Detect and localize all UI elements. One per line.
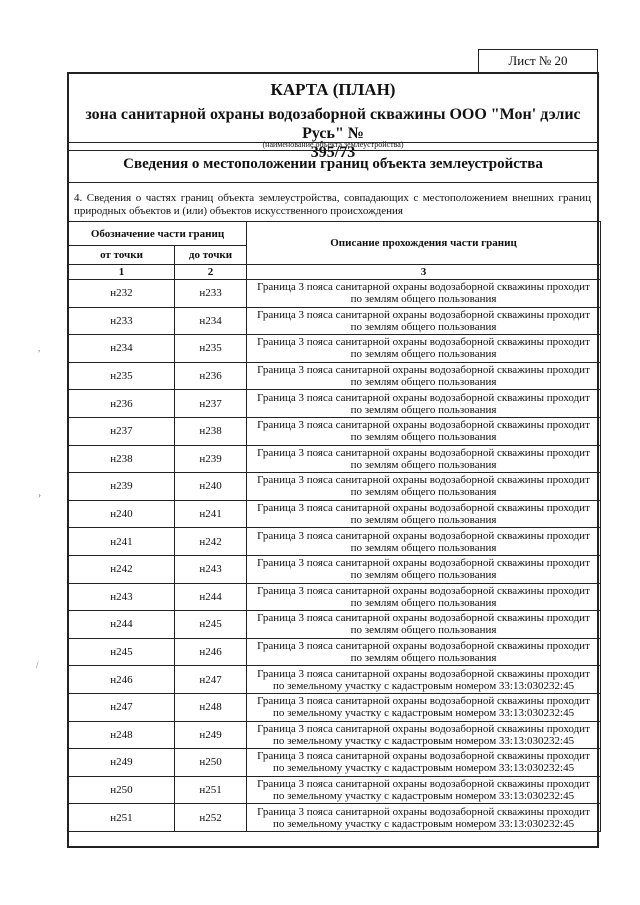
from-point: н250 [69, 776, 175, 804]
boundary-description [247, 362, 601, 390]
boundary-description [247, 749, 601, 777]
section-title: Сведения о местоположении границ объекта землеустройства [123, 156, 543, 172]
to-point: н249 [175, 721, 247, 749]
object-caption: (наименование объекта землеустройства) [262, 140, 404, 149]
description-line-1: Граница 3 пояса санитарной охраны водозаборной скважины проходит [257, 502, 590, 515]
to-point: н244 [175, 583, 247, 611]
table-row [69, 307, 601, 335]
table-row [69, 776, 601, 804]
description-line-1: Граница 3 пояса санитарной охраны водозаборной скважины проходит [257, 446, 590, 459]
boundary-description [247, 445, 601, 473]
column-number: 2 [175, 265, 247, 280]
header-from: от точки [69, 246, 175, 265]
from-point: н243 [69, 583, 175, 611]
description-line-2: по землям общего пользования [350, 486, 497, 499]
boundary-description [247, 638, 601, 666]
description-line-2: по землям общего пользования [350, 458, 497, 471]
from-point: н236 [69, 390, 175, 418]
divider [69, 182, 597, 183]
description-line-1: Граница 3 пояса санитарной охраны водозаборной скважины проходит [257, 364, 590, 377]
boundary-description [247, 280, 601, 308]
from-point: н235 [69, 362, 175, 390]
to-point: н241 [175, 500, 247, 528]
description-line-2: по землям общего пользования [350, 514, 497, 527]
table-row [69, 611, 601, 639]
column-number: 3 [247, 265, 601, 280]
to-point: н247 [175, 666, 247, 694]
description-line-1: Граница 3 пояса санитарной охраны водозаборной скважины проходит [257, 640, 590, 653]
from-point: н246 [69, 666, 175, 694]
boundary-table [68, 221, 601, 832]
to-point: н252 [175, 804, 247, 832]
from-point: н247 [69, 693, 175, 721]
to-point: н250 [175, 749, 247, 777]
from-point: н241 [69, 528, 175, 556]
from-point: н240 [69, 500, 175, 528]
boundary-description [247, 473, 601, 501]
to-point: н245 [175, 611, 247, 639]
table-row [69, 528, 601, 556]
description-line-2: по земельному участку с кадастровым номером 33:13:030232:45 [272, 789, 575, 802]
table-row [69, 390, 601, 418]
scan-mark: , [38, 343, 41, 353]
sheet-number [478, 49, 598, 73]
table-row [69, 445, 601, 473]
table-row [69, 335, 601, 363]
description-line-2: по землям общего пользования [350, 431, 497, 444]
description-line-2: по земельному участку с кадастровым номером 33:13:030232:45 [272, 817, 575, 830]
document-title: КАРТА (ПЛАН) [270, 80, 396, 99]
description-line-2: по землям общего пользования [350, 569, 497, 582]
from-point: н237 [69, 417, 175, 445]
table-row [69, 638, 601, 666]
table-row [69, 555, 601, 583]
from-point: н242 [69, 555, 175, 583]
to-point: н239 [175, 445, 247, 473]
from-point: н251 [69, 804, 175, 832]
description-line-1: Граница 3 пояса санитарной охраны водозаборной скважины проходит [257, 529, 590, 542]
table-row [69, 749, 601, 777]
description-line-2: по землям общего пользования [350, 320, 497, 333]
description-line-2: по землям общего пользования [350, 348, 497, 361]
to-point: н233 [175, 280, 247, 308]
description-line-2: по землям общего пользования [350, 541, 497, 554]
description-line-1: Граница 3 пояса санитарной охраны водозаборной скважины проходит [257, 557, 590, 570]
from-point: н239 [69, 473, 175, 501]
description-line-2: по землям общего пользования [350, 596, 497, 609]
from-point: н249 [69, 749, 175, 777]
boundary-description [247, 500, 601, 528]
header-description: Описание прохождения части границ [247, 222, 601, 265]
boundary-description [247, 417, 601, 445]
table-row [69, 693, 601, 721]
table-row [69, 583, 601, 611]
to-point: н240 [175, 473, 247, 501]
table-row [69, 280, 601, 308]
from-point: н244 [69, 611, 175, 639]
description-line-1: Граница 3 пояса санитарной охраны водозаборной скважины проходит [257, 777, 590, 790]
boundary-description [247, 307, 601, 335]
description-line-1: Граница 3 пояса санитарной охраны водозаборной скважины проходит [257, 722, 590, 735]
boundary-description [247, 390, 601, 418]
scan-mark: › [38, 490, 41, 500]
description-line-2: по землям общего пользования [350, 624, 497, 637]
header-group: Обозначение части границ [69, 222, 247, 246]
from-point: н234 [69, 335, 175, 363]
to-point: н238 [175, 417, 247, 445]
boundary-description [247, 666, 601, 694]
description-line-1: Граница 3 пояса санитарной охраны водозаборной скважины проходит [257, 474, 590, 487]
to-point: н235 [175, 335, 247, 363]
from-point: н238 [69, 445, 175, 473]
table-body [69, 280, 601, 832]
to-point: н236 [175, 362, 247, 390]
description-line-1: Граница 3 пояса санитарной охраны водозаборной скважины проходит [257, 281, 590, 294]
from-point: н245 [69, 638, 175, 666]
description-line-2: по землям общего пользования [350, 403, 497, 416]
description-line-1: Граница 3 пояса санитарной охраны водозаборной скважины проходит [257, 667, 590, 680]
description-line-2: по земельному участку с кадастровым номером 33:13:030232:45 [272, 734, 575, 747]
column-number: 1 [69, 265, 175, 280]
boundary-description [247, 721, 601, 749]
from-point: н233 [69, 307, 175, 335]
boundary-description [247, 583, 601, 611]
intro-text: 4. Сведения о частях границ объекта землеустройства, совпадающих с местоположением внешних границ природных объектов и (или) объектов искусственного происхождения [74, 192, 591, 217]
table-row [69, 473, 601, 501]
subtitle-line-1: зона санитарной охраны водозаборной скважины ООО "Мон' дэлис Русь" № [85, 106, 581, 142]
to-point: н251 [175, 776, 247, 804]
description-line-2: по земельному участку с кадастровым номером 33:13:030232:45 [272, 679, 575, 692]
table-row [69, 666, 601, 694]
table-row [69, 362, 601, 390]
from-point: н248 [69, 721, 175, 749]
boundary-description [247, 611, 601, 639]
description-line-1: Граница 3 пояса санитарной охраны водозаборной скважины проходит [257, 308, 590, 321]
document-frame [67, 72, 599, 848]
description-line-1: Граница 3 пояса санитарной охраны водозаборной скважины проходит [257, 695, 590, 708]
description-line-2: по землям общего пользования [350, 376, 497, 389]
to-point: н242 [175, 528, 247, 556]
description-line-2: по земельному участку с кадастровым номером 33:13:030232:45 [272, 762, 575, 775]
table-row [69, 721, 601, 749]
header-to: до точки [175, 246, 247, 265]
boundary-description [247, 335, 601, 363]
to-point: н246 [175, 638, 247, 666]
divider [69, 150, 597, 151]
sheet-number-label: Лист № 20 [508, 53, 568, 68]
scan-mark: / [36, 660, 39, 670]
boundary-description [247, 555, 601, 583]
description-line-2: по землям общего пользования [350, 652, 497, 665]
description-line-1: Граница 3 пояса санитарной охраны водозаборной скважины проходит [257, 805, 590, 818]
description-line-1: Граница 3 пояса санитарной охраны водозаборной скважины проходит [257, 612, 590, 625]
description-line-2: по землям общего пользования [350, 293, 497, 306]
boundary-description [247, 776, 601, 804]
boundary-description [247, 804, 601, 832]
to-point: н237 [175, 390, 247, 418]
table-row [69, 500, 601, 528]
description-line-1: Граница 3 пояса санитарной охраны водозаборной скважины проходит [257, 336, 590, 349]
subtitle-line-2: 395/73 [310, 144, 356, 161]
boundary-description [247, 693, 601, 721]
table-row [69, 417, 601, 445]
description-line-1: Граница 3 пояса санитарной охраны водозаборной скважины проходит [257, 419, 590, 432]
to-point: н234 [175, 307, 247, 335]
description-line-1: Граница 3 пояса санитарной охраны водозаборной скважины проходит [257, 391, 590, 404]
table-row [69, 804, 601, 832]
description-line-2: по земельному участку с кадастровым номером 33:13:030232:45 [272, 707, 575, 720]
from-point: н232 [69, 280, 175, 308]
boundary-description [247, 528, 601, 556]
description-line-1: Граница 3 пояса санитарной охраны водозаборной скважины проходит [257, 750, 590, 763]
description-line-1: Граница 3 пояса санитарной охраны водозаборной скважины проходит [257, 584, 590, 597]
to-point: н248 [175, 693, 247, 721]
to-point: н243 [175, 555, 247, 583]
document-subtitle [77, 105, 589, 162]
